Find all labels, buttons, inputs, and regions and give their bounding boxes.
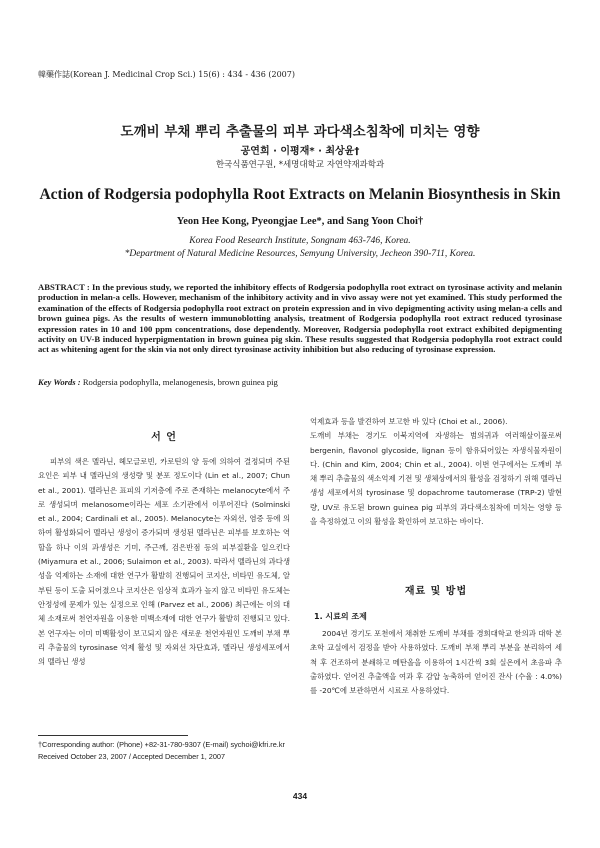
methods-heading: 재료 및 방법 (404, 586, 468, 597)
intro-continued (310, 415, 562, 529)
korean-affiliations: 한국식품연구원, *세명대학교 자연약재과학과 (215, 160, 385, 170)
english-affiliation-2: *Department of Natural Medicine Resources, Semyung University, Jecheon 390-711, Korea. (124, 249, 476, 259)
intro-body (38, 455, 290, 669)
subsection-heading: 1. 시료의 조제 (314, 612, 367, 621)
methods-body (310, 627, 562, 698)
intro-continued-paragraph: 도깨비 부채는 경기도 이북지역에 자생하는 범의귀과 여러해살이풀로써 bergenin, flavonol glycoside, lignan 등이 함유되어있는 자생식물자원이다. (Chin and Kim, 2004; Chin et al., 2004). 이번 연구에서는 도깨비 부채 뿌리 추출물의 색소억제 기전 및 생체상에서의 활성을 검정하기 위해 멜라닌 생성 세포에서의 tyrosinase 및 dopachrome tautomerase (TRP-2) 발현량, UV로 유도된 brown guinea pig 피부의 과다색소침착에 미치는 영향 등을 측정하였고 이의 활성을 확인하여 보고하는 바이다. (310, 431, 562, 527)
footnote-rule (38, 735, 188, 736)
keywords (38, 377, 278, 387)
intro-paragraph: 피부의 색은 멜라닌, 헤모글로빈, 카로틴의 양 등에 의하여 결정되며 주된 요인은 피부 내 멜라닌의 생성량 및 분포 정도이다 (Lin et al., 2007; Chun et al., 2001). 멜라닌은 표피의 기저층에 주로 존재하는 melanocyte에서 주로 생성되며 melanosome이라는 세포 소기관에서 이루어진다 (Solminski et al., 2004; Cardinali et al., 2005). Melanocyte는 자외선, 염증 등에 의하여 활성화되어 멜라닌 생성이 증가되며 생성된 멜라닌은 피부를 보호하는 역할을 하나 이의 과생성은 기미, 주근깨, 검은반점 등의 피부질환을 일으킨다 (Miyamura et al., 2006; Sulaimon et al., 2003). 따라서 멜라닌의 과다생성을 억제하는 소재에 대한 연구가 활발히 진행되어 코지산, 비타민 유도체, 알부틴 등이 도출 되어졌으나 코지산은 임상적 효과가 높지 않고 비타민 유도체는 안정성에 문제가 있는 실정으로 인해 (Parvez et al., 2006) 최근에는 이의 대체 소재로써 천연자원을 이용한 미백소재에 대한 연구가 활발히 진행되고 있다. 본 연구자는 이미 미백활성이 보고되지 않은 새로운 천연자원인 도깨비 부채 뿌리 추출물의 tyrosinase 억제 활성 및 자외선 차단효과, 멜라닌 생성세포에서의 멜라닌 생성 (38, 457, 290, 667)
page-number: 434 (292, 791, 308, 801)
intro-continued-paragraph: 억제효과 등을 발견하여 보고한 바 있다 (Choi et al., 2006). (310, 417, 508, 426)
journal-header: 韓藥作誌(Korean J. Medicinal Crop Sci.) 15(6) : 434 - 436 (2007) (38, 70, 295, 79)
abstract-label: ABSTRACT : (38, 282, 90, 292)
korean-title: 도깨비 부채 뿌리 추출물의 피부 과다색소침착에 미치는 영향 (120, 124, 480, 140)
corresponding-author-footnote: †Corresponding author: (Phone) +82-31-780-9307 (E-mail) sychoi@kfri.re.kr (38, 740, 285, 749)
english-title: Action of Rodgersia podophylla Root Extracts on Melanin Biosynthesis in Skin (39, 186, 561, 203)
intro-heading: 서 언 (151, 432, 177, 443)
korean-authors: 공연희 · 이평재* · 최상윤† (240, 146, 360, 157)
abstract (38, 282, 562, 355)
keywords-text: Rodgersia podophylla, melanogenesis, brown guinea pig (82, 377, 278, 387)
english-affiliation-1: Korea Food Research Institute, Songnam 463-746, Korea. (189, 236, 411, 246)
methods-paragraph: 2004년 경기도 포천에서 채취한 도깨비 부채를 경희대학교 한의과 대학 본초학 교실에서 검정을 받아 사용하였다. 도깨비 부채 뿌리 부분을 분리하여 세척 후 건조하여 분쇄하고 메탄올을 이용하여 1시간씩 3회 실온에서 초음파 추출하였다. 얻어진 추출액을 여과 후 감압 농축하여 얻어진 잔사 (수율 : 4.0%)를 -20℃에 보관하면서 시료로 사용하였다. (310, 629, 562, 696)
keywords-label: Key Words : (38, 377, 81, 387)
received-date-footnote: Received October 23, 2007 / Accepted December 1, 2007 (38, 752, 225, 761)
abstract-text: In the previous study, we reported the inhibitory effects of Rodgersia podophylla root extract on tyrosinase activity and melanin production in melan-a cells. However, mechanism of the inhibitory activity and in vivo assay were not yet examined. This study performed the examination of the effects of Rodgersia podophylla root extract on protein expression and in vivo depigmenting activity using melan-a cells and brown guinea pigs. As the results of western immunoblotting analysis, treatment of Rodgersia podophylla root extract reduced tyrosinase expression rates in 10 and 100 ppm concentrations, dose dependently. Moreover, Rodgersia podophylla root extract exhibited depigmenting activity on UV-B induced hyperpigmentation in brown guinea pig skin. These results suggested that Rodgersia podophylla root extract could act as whitening agent for the skin via not only direct tyrosinase activity inhibition but also reducing of tyrosinase expression. (38, 282, 562, 355)
english-authors: Yeon Hee Kong, Pyeongjae Lee*, and Sang Yoon Choi† (176, 216, 424, 227)
